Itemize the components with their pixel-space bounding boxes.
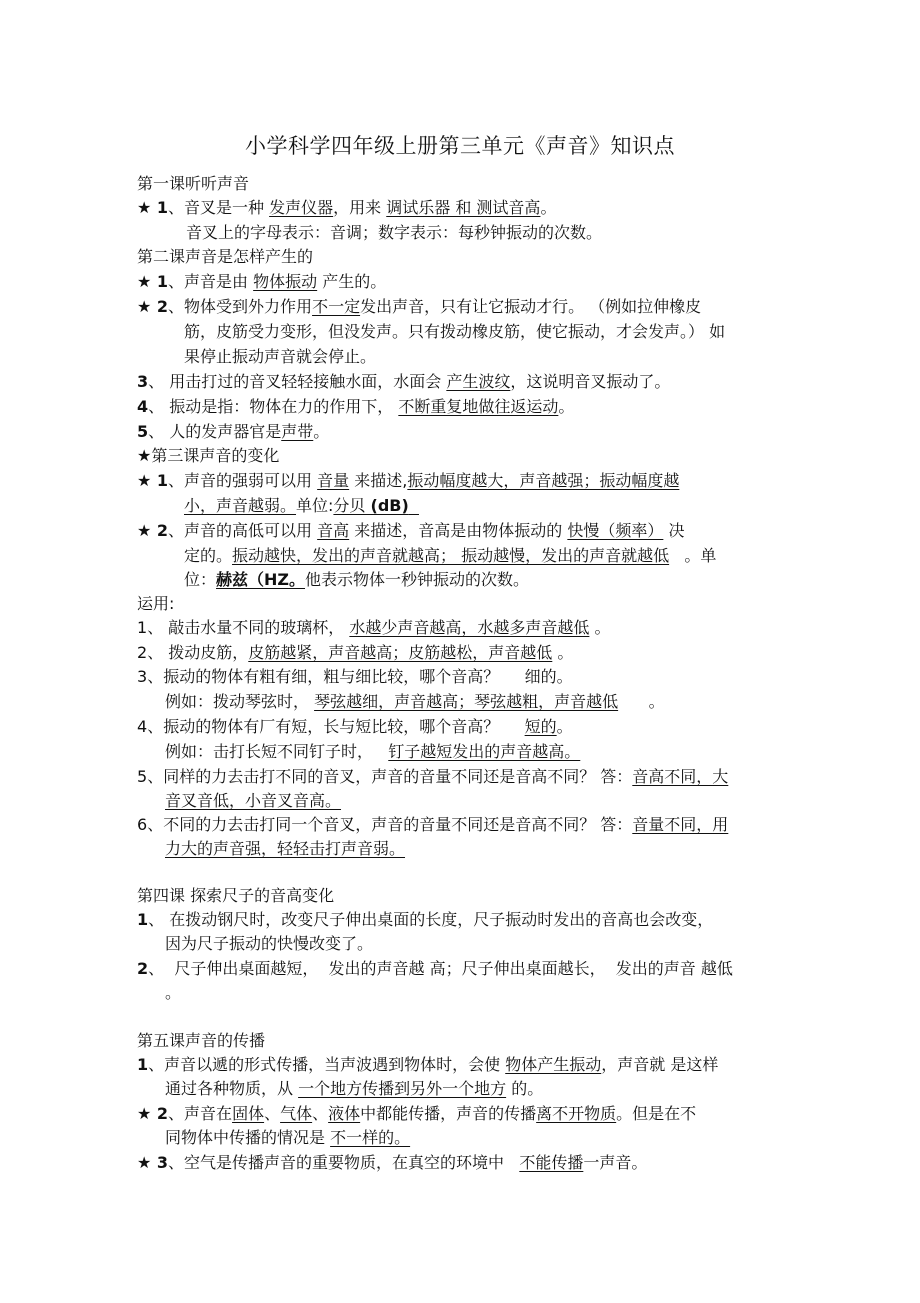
text: 他表示物体一秒钟振动的次数。 (305, 570, 530, 589)
underlined-answer: 音高不同，大 (632, 767, 729, 786)
text: 、 拨动皮筋， (147, 643, 249, 662)
application-item-3-example (165, 691, 665, 713)
underlined-unit: (dB) (370, 496, 409, 515)
star-number: ★ 2 (137, 521, 169, 540)
application-item-4-example (165, 741, 580, 763)
text: 通过各种物质，从 (165, 1079, 299, 1098)
lesson-5-item-1 (137, 1054, 718, 1076)
lesson-3-heading: ★第三课声音的变化 (137, 446, 280, 465)
text: 、声音的强弱可以用 (168, 471, 318, 490)
star-number: ★ 3 (137, 1153, 169, 1172)
star-number: ★ 1 (137, 471, 169, 490)
underlined-answer: 离不开物质 (536, 1104, 617, 1123)
lesson-1-item-1 (137, 197, 556, 219)
lesson-3-item-2-cont (184, 545, 716, 567)
text: 的。 (506, 1079, 544, 1098)
underlined-answer: 力大的声音强，轻轻击打声音弱。 (165, 839, 406, 858)
text: 、物体受到外力作用 (168, 297, 313, 316)
star-number: ★ 1 (137, 198, 169, 217)
underlined-answer: 不能传播 (519, 1153, 584, 1172)
lesson-5-item-3 (137, 1152, 647, 1174)
underlined-answer: 音高 (317, 521, 350, 540)
text: 、 尺子伸出桌面越短， 发出的声音越 高；尺子伸出桌面越长， 发出的声音 越低 (148, 959, 733, 978)
underline-space (409, 496, 419, 515)
item-number: 5 (137, 767, 148, 786)
item-number: 1 (137, 1055, 149, 1074)
text: 决 (663, 521, 685, 540)
text: 、 振动是指：物体在力的作用下， (148, 397, 399, 416)
underlined-answer: 音叉音低，小音叉音高。 (165, 791, 342, 810)
lesson-3-item-2 (137, 520, 684, 542)
text: 。但是在不 (616, 1104, 697, 1123)
underlined-answer: 不一定 (312, 297, 361, 316)
lesson-5-item-2-cont (165, 1127, 410, 1149)
star-number: ★ 2 (137, 297, 169, 316)
lesson-5-item-2 (137, 1103, 696, 1125)
lesson-2-item-5 (137, 421, 329, 443)
item-number: 4 (137, 397, 149, 416)
underlined-answer: 快慢（频率） (567, 521, 664, 540)
text: 发出声音，只有让它振动才行。 （例如拉伸橡皮 (360, 297, 702, 316)
underlined-answer: 音量不同，用 (632, 815, 729, 834)
underlined-answer: 物体振动 (253, 272, 318, 291)
item-number: 5 (137, 422, 149, 441)
underlined-answer: 短的 (524, 717, 557, 736)
text: 、空气是传播声音的重要物质，在真空的环境中 (168, 1153, 520, 1172)
lesson-1-heading: 第一课听听声音 (137, 174, 250, 193)
text: ，声音就 是这样 (601, 1055, 719, 1074)
text: 。单 (669, 546, 717, 565)
underlined-answer: 液体 (328, 1104, 361, 1123)
lesson-2-heading: 第二课声音是怎样产生的 (137, 247, 314, 266)
application-item-3 (137, 666, 573, 688)
text: ，这说明音叉振动了。 (510, 372, 671, 391)
lesson-4-item-2 (137, 958, 733, 980)
application-item-6 (137, 814, 728, 836)
text: 来描述, (349, 471, 408, 490)
application-item-1 (137, 617, 610, 639)
text: 。 (618, 692, 665, 711)
text: 同物体中传播的情况是 (165, 1128, 331, 1147)
underlined-answer: 小，声音越弱。 (184, 496, 297, 515)
underlined-answer: 发声仪器 (269, 198, 334, 217)
text: 、声音在 (168, 1104, 233, 1123)
underlined-answer: 皮筋越紧，声音越高；皮筋越松，声音越低 (248, 643, 553, 662)
underlined-answer: 调试乐器 和 测试音高 (386, 198, 541, 217)
text: 、 (264, 1104, 281, 1123)
text: 、振动的物体有粗有细，粗与细比较，哪个音高？ 细的。 (147, 667, 573, 686)
text: 。 (556, 717, 573, 736)
text: ，用来 (333, 198, 387, 217)
text: 。 (589, 618, 611, 637)
lesson-2-item-1 (137, 271, 386, 293)
text: 、同样的力去击打不同的音叉，声音的音量不同还是音高不同？ 答： (147, 767, 633, 786)
text: 、 用击打过的音叉轻轻接触水面，水面会 (148, 372, 447, 391)
underlined-answer: 气体 (280, 1104, 313, 1123)
underlined-answer: 水越少声音越高，水越多声音越低 (349, 618, 590, 637)
text: 、 (312, 1104, 329, 1123)
text: 、 敲击水量不同的玻璃杯， (147, 618, 350, 637)
star-number: ★ 1 (137, 272, 169, 291)
text: 位： (184, 570, 217, 589)
text: 产生的。 (317, 272, 387, 291)
application-item-5-cont (165, 790, 341, 812)
underlined-answer: 音量 (317, 471, 350, 490)
lesson-2-item-3 (137, 371, 670, 393)
text: 、振动的物体有厂有短，长与短比较，哪个音高？ (147, 717, 525, 736)
document-title: 小学科学四年级上册第三单元《声音》知识点 (245, 134, 675, 158)
item-number: 6 (137, 815, 148, 834)
text: 、 在拨动钢尺时，改变尺子伸出桌面的长度，尺子振动时发出的音高也会改变， (148, 910, 714, 929)
underlined-answer: 物体产生振动 (505, 1055, 602, 1074)
text: 单位: (296, 496, 334, 515)
text: 、声音是由 (168, 272, 254, 291)
lesson-2-item-2 (137, 296, 701, 318)
lesson-2-item-2-cont: 筋，皮筋受力变形，但没发声。只有拨动橡皮筋，使它振动，才会发声。） 如 (184, 322, 726, 341)
star-number: ★ 2 (137, 1104, 169, 1123)
underlined-answer: 钉子越短发出的声音越高。 (388, 742, 581, 761)
lesson-4-item-1-cont: 因为尺子振动的快慢改变了。 (165, 934, 374, 953)
text: 。 (552, 643, 574, 662)
lesson-2-item-2-cont2: 果停止振动声音就会停止。 (184, 347, 377, 366)
text: 中都能传播，声音的传播 (360, 1104, 537, 1123)
item-number: 2 (137, 959, 149, 978)
text: 。 (540, 198, 557, 217)
underlined-answer: 不断重复地做往返运动 (398, 397, 559, 416)
underlined-answer: 产生波纹 (446, 372, 511, 391)
text: 。 (558, 397, 575, 416)
item-number: 4 (137, 717, 148, 736)
application-item-5 (137, 766, 728, 788)
underlined-answer: 赫兹（HZ。 (216, 570, 306, 589)
lesson-4-item-1 (137, 909, 713, 931)
lesson-5-heading: 第五课声音的传播 (137, 1031, 266, 1050)
lesson-2-item-4 (137, 396, 574, 418)
item-number: 2 (137, 643, 148, 662)
application-item-4 (137, 716, 573, 738)
application-heading: 运用: (137, 594, 175, 613)
underlined-answer: 一个地方传播到另外一个地方 (298, 1079, 507, 1098)
underlined-answer: 不一样的。 (330, 1128, 411, 1147)
lesson-5-item-1-cont (165, 1078, 543, 1100)
text: 、音叉是一种 (168, 198, 270, 217)
text: 、声音以遞的形式传播，当声波遇到物体时，会使 (148, 1055, 506, 1074)
text: 、不同的力去击打同一个音叉，声音的音量不同还是音高不同？ 答： (147, 815, 633, 834)
lesson-4-heading: 第四课 探索尺子的音高变化 (137, 886, 335, 905)
application-item-6-cont (165, 838, 405, 860)
lesson-3-item-2-cont2 (184, 569, 529, 591)
item-number: 1 (137, 618, 148, 637)
item-number: 3 (137, 667, 148, 686)
underlined-answer: 振动越快，发出的声音就越高； 振动越慢，发出的声音就越低 (232, 546, 670, 565)
application-item-2 (137, 642, 573, 664)
lesson-4-item-2-cont: 。 (165, 983, 182, 1002)
text: 例如：击打长短不同钉子时， (165, 742, 389, 761)
underlined-answer: 声带 (281, 422, 314, 441)
item-number: 3 (137, 372, 149, 391)
text: 定的。 (184, 546, 233, 565)
lesson-1-note: 音叉上的字母表示：音调；数字表示：每秒钟振动的次数。 (186, 223, 603, 242)
text: 、 人的发声器官是 (148, 422, 282, 441)
underlined-answer: 琴弦越细，声音越高；琴弦越粗，声音越低 (314, 692, 619, 711)
text: 一声音。 (583, 1153, 648, 1172)
underlined-answer: 振动幅度越大，声音越强；振动幅度越 (407, 471, 680, 490)
text: 来描述，音高是由物体振动的 (349, 521, 568, 540)
text: 。 (313, 422, 330, 441)
text: 、声音的高低可以用 (168, 521, 318, 540)
item-number: 1 (137, 910, 149, 929)
underlined-answer: 固体 (232, 1104, 265, 1123)
lesson-3-item-1-cont (184, 495, 419, 517)
text: 例如：拨动琴弦时， (165, 692, 315, 711)
underlined-answer: 分贝 (333, 496, 371, 515)
lesson-3-item-1 (137, 470, 679, 492)
